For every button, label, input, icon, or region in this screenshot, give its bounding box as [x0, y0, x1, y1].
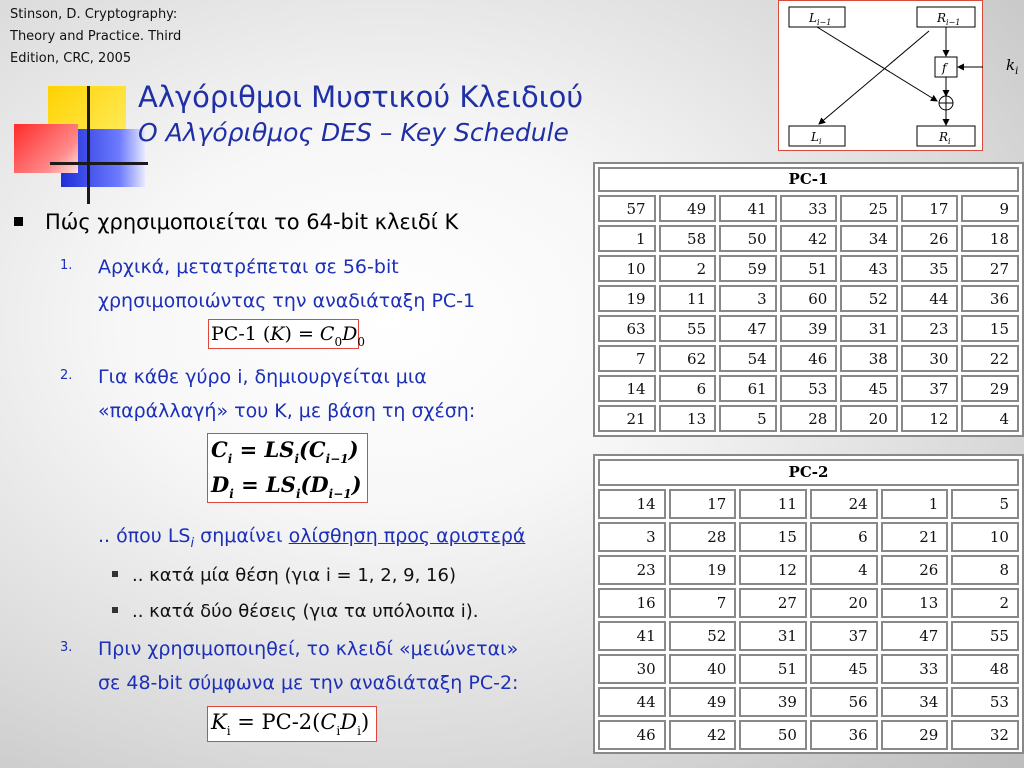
pc1-cell: 38 [840, 345, 898, 372]
item-line: «παράλλαγή» του Κ, με βάση τη σχέση: [98, 400, 476, 422]
pc1-cell: 22 [961, 345, 1019, 372]
pc2-cell: 46 [598, 720, 666, 750]
r-cur-label: $R_i$ [939, 130, 951, 146]
formula-shift [207, 433, 368, 503]
pc1-cell: 46 [780, 345, 838, 372]
pc1-cell: 43 [840, 255, 898, 282]
l-to-xor-arrow [817, 27, 937, 101]
formula-text: = LS [232, 437, 295, 462]
item-number: 3. [60, 640, 73, 655]
formula-di [211, 469, 367, 504]
formula-sub: i [227, 452, 233, 466]
pc1-cell: 50 [719, 225, 777, 252]
pc1-cell: 3 [719, 285, 777, 312]
pc1-cell: 7 [598, 345, 656, 372]
small-square-bullet-icon [112, 571, 118, 577]
formula-text: ) = [284, 323, 320, 345]
pc1-cell: 54 [719, 345, 777, 372]
pc1-cell: 27 [961, 255, 1019, 282]
item-line: σε 48-bit σύμφωνα με την αναδιάταξη PC-2: [98, 672, 519, 694]
square-bullet-icon [14, 217, 23, 226]
formula-pc2 [207, 706, 377, 742]
pc1-cell: 41 [719, 195, 777, 222]
pc2-cell: 28 [669, 522, 737, 552]
l-prev-label: $L_{i-1}$ [809, 11, 832, 27]
pc1-cell: 53 [780, 375, 838, 402]
item-line: Πριν χρησιμοποιηθεί, το κλειδί «μειώνεται» [98, 638, 519, 660]
item-line: Αρχικά, μετατρέπεται σε 56-bit [98, 256, 399, 278]
pc1-cell: 14 [598, 375, 656, 402]
small-square-bullet-icon [112, 607, 118, 613]
pc1-cell: 42 [780, 225, 838, 252]
sub-bullet-text: .. κατά δύο θέσεις (για τα υπόλοιπα i). [132, 601, 479, 622]
pc1-cell: 19 [598, 285, 656, 312]
pc2-cell: 14 [598, 489, 666, 519]
formula-var: D [342, 323, 358, 345]
pc1-cell: 15 [961, 315, 1019, 342]
formula-sub: i [336, 724, 341, 738]
pc2-cell: 12 [739, 555, 807, 585]
pc1-cell: 49 [659, 195, 717, 222]
pc2-cell: 26 [881, 555, 949, 585]
pc1-cell: 5 [719, 405, 777, 432]
shift-explanation [98, 520, 525, 555]
pc1-cell: 2 [659, 255, 717, 282]
pc1-cell: 45 [840, 375, 898, 402]
slide-title [138, 78, 583, 150]
pc2-cell: 11 [739, 489, 807, 519]
pc2-cell: 23 [598, 555, 666, 585]
formula-text: ) [351, 472, 362, 497]
formula-text: (D [300, 472, 329, 497]
pc1-cell: 9 [961, 195, 1019, 222]
pc1-cell: 57 [598, 195, 656, 222]
formula-var: D [211, 472, 230, 497]
k-i-label: $k_i$ [1006, 56, 1019, 77]
formula-sub: 0 [357, 335, 365, 349]
formula-sub: i [295, 487, 301, 501]
explanation-text: .. όπου LS [98, 525, 191, 547]
pc1-cell: 63 [598, 315, 656, 342]
item-line: χρησιμοποιώντας την αναδιάταξη PC-1 [98, 290, 476, 312]
citation-line: Stinson, D. Cryptography: [10, 7, 178, 22]
pc2-cell: 36 [810, 720, 878, 750]
pc1-cell: 1 [598, 225, 656, 252]
formula-text: ) [348, 437, 359, 462]
pc2-cell: 32 [951, 720, 1019, 750]
pc2-cell: 21 [881, 522, 949, 552]
pc1-cell: 59 [719, 255, 777, 282]
pc2-cell: 53 [951, 687, 1019, 717]
pc1-cell: 6 [659, 375, 717, 402]
pc2-cell: 24 [810, 489, 878, 519]
pc2-cell: 27 [739, 588, 807, 618]
formula-sub: i [357, 724, 361, 738]
l-cur-label: $L_i$ [811, 130, 822, 146]
pc2-cell: 55 [951, 621, 1019, 651]
formula-var: C [320, 710, 337, 734]
formula-var: K [211, 710, 227, 734]
pc2-cell: 41 [598, 621, 666, 651]
pc2-cell: 15 [739, 522, 807, 552]
feistel-diagram-svg [779, 1, 984, 152]
pc1-cell: 34 [840, 225, 898, 252]
pc1-cell: 51 [780, 255, 838, 282]
citation-line: Theory and Practice. Third [10, 29, 182, 44]
pc1-header: PC-1 [598, 167, 1019, 192]
pc1-cell: 62 [659, 345, 717, 372]
main-bullet-text: Πώς χρησιμοποιείται το 64-bit κλειδί Κ [45, 210, 459, 234]
formula-sub: i−1 [325, 452, 349, 466]
pc1-cell: 28 [780, 405, 838, 432]
title-line-1: Αλγόριθμοι Μυστικού Κλειδιού [138, 80, 584, 114]
pc2-cell: 49 [669, 687, 737, 717]
pc2-cell: 37 [810, 621, 878, 651]
pc2-cell: 39 [739, 687, 807, 717]
formula-var: C [319, 323, 335, 345]
pc2-cell: 52 [669, 621, 737, 651]
pc1-cell: 58 [659, 225, 717, 252]
pc1-cell: 11 [659, 285, 717, 312]
r-to-l-arrow [819, 31, 929, 124]
pc1-cell: 12 [901, 405, 959, 432]
pc2-cell: 31 [739, 621, 807, 651]
formula-sub: 0 [334, 335, 343, 349]
pc2-cell: 42 [669, 720, 737, 750]
item-line: Για κάθε γύρο i, δημιουργείται μια [98, 366, 427, 388]
citation-line: Edition, CRC, 2005 [10, 51, 132, 66]
pc2-cell: 51 [739, 654, 807, 684]
pc1-cell: 47 [719, 315, 777, 342]
formula-sub: i [226, 724, 231, 738]
pc1-table [593, 162, 1024, 437]
pc1-cell: 4 [961, 405, 1019, 432]
pc1-cell: 36 [961, 285, 1019, 312]
pc2-cell: 17 [669, 489, 737, 519]
formula-var: K [270, 323, 285, 345]
formula-sub: i [229, 487, 234, 501]
pc2-cell: 6 [810, 522, 878, 552]
pc1-cell: 29 [961, 375, 1019, 402]
item-number: 1. [60, 258, 73, 273]
formula-pc1 [208, 319, 365, 349]
sub-bullet-1 [112, 562, 456, 590]
pc2-cell: 45 [810, 654, 878, 684]
pc1-cell: 20 [840, 405, 898, 432]
pc1-cell: 30 [901, 345, 959, 372]
main-bullet [14, 206, 458, 238]
pc2-cell: 30 [598, 654, 666, 684]
pc2-cell: 56 [810, 687, 878, 717]
formula-var: C [211, 437, 228, 462]
formula-sub: i [294, 452, 299, 466]
pc1-cell: 39 [780, 315, 838, 342]
pc2-table [593, 454, 1024, 754]
pc1-cell: 21 [598, 405, 656, 432]
pc1-cell: 18 [961, 225, 1019, 252]
r-prev-label: $R_{i-1}$ [937, 11, 961, 27]
pc2-cell: 29 [881, 720, 949, 750]
pc2-cell: 4 [810, 555, 878, 585]
formula-text: = LS [233, 472, 296, 497]
pc1-cell: 13 [659, 405, 717, 432]
pc1-cell: 10 [598, 255, 656, 282]
formula-ci [211, 434, 367, 469]
pc1-cell: 33 [780, 195, 838, 222]
pc2-cell: 8 [951, 555, 1019, 585]
formula-text: PC-1 ( [211, 323, 271, 345]
logo-red-square [14, 124, 78, 173]
pc1-cell: 35 [901, 255, 959, 282]
pc2-cell: 34 [881, 687, 949, 717]
pc1-cell: 44 [901, 285, 959, 312]
shift-left-link: ολίσθηση προς αριστερά [288, 525, 526, 547]
f-label: f [942, 61, 947, 75]
pc2-cell: 20 [810, 588, 878, 618]
logo-vertical-line [87, 86, 90, 204]
sub-bullet-text: .. κατά μία θέση (για i = 1, 2, 9, 16) [132, 565, 456, 586]
explanation-text: σημαίνει [194, 525, 289, 547]
pc1-grid [598, 195, 1019, 432]
pc1-cell: 37 [901, 375, 959, 402]
pc2-cell: 47 [881, 621, 949, 651]
pc2-grid [598, 489, 1019, 750]
pc2-cell: 16 [598, 588, 666, 618]
pc2-cell: 48 [951, 654, 1019, 684]
sub-bullet-2 [112, 598, 478, 626]
formula-text: = PC-2( [230, 710, 321, 734]
pc2-cell: 1 [881, 489, 949, 519]
pc2-cell: 5 [951, 489, 1019, 519]
pc2-cell: 44 [598, 687, 666, 717]
formula-text: (C [299, 437, 326, 462]
item-number: 2. [60, 368, 73, 383]
pc2-cell: 7 [669, 588, 737, 618]
explanation-sub: i [190, 536, 195, 551]
pc2-cell: 2 [951, 588, 1019, 618]
pc1-cell: 31 [840, 315, 898, 342]
formula-text: ) [360, 710, 370, 734]
pc2-cell: 50 [739, 720, 807, 750]
feistel-round-diagram [778, 0, 983, 151]
title-line-2: Ο Αλγόριθμος DES – Key Schedule [138, 118, 569, 147]
logo-horizontal-line [50, 162, 148, 165]
pc2-cell: 33 [881, 654, 949, 684]
pc1-cell: 26 [901, 225, 959, 252]
pc1-cell: 61 [719, 375, 777, 402]
pc2-cell: 19 [669, 555, 737, 585]
pc1-cell: 23 [901, 315, 959, 342]
pc1-cell: 52 [840, 285, 898, 312]
decorative-logo [0, 0, 150, 210]
pc2-cell: 13 [881, 588, 949, 618]
formula-var: D [340, 710, 358, 734]
pc1-cell: 55 [659, 315, 717, 342]
pc2-cell: 10 [951, 522, 1019, 552]
pc1-cell: 17 [901, 195, 959, 222]
pc1-cell: 25 [840, 195, 898, 222]
pc2-header: PC-2 [598, 459, 1019, 486]
pc2-cell: 40 [669, 654, 737, 684]
pc2-cell: 3 [598, 522, 666, 552]
formula-sub: i−1 [328, 487, 352, 501]
pc1-cell: 60 [780, 285, 838, 312]
